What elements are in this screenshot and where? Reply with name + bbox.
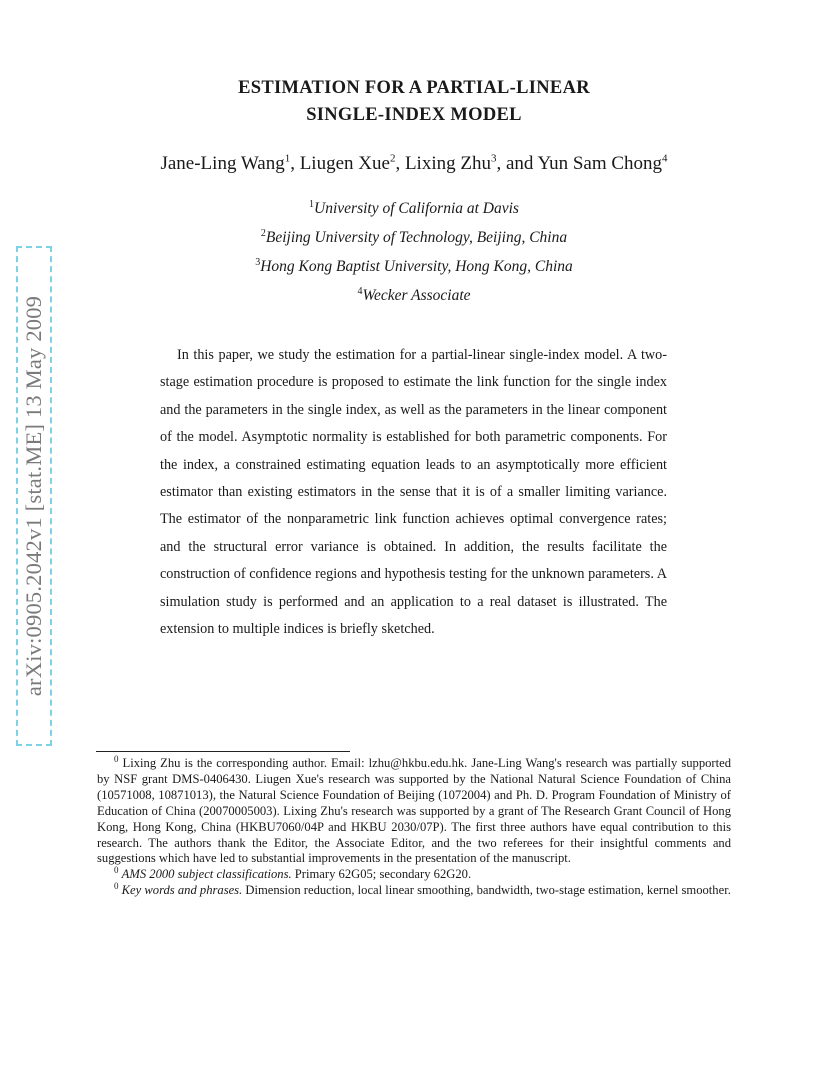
author-name: Jane-Ling Wang — [160, 153, 285, 174]
author-list — [0, 153, 828, 175]
author-name: Yun Sam Chong — [537, 153, 663, 174]
author-separator: , — [290, 153, 300, 174]
footnote-rule — [96, 751, 350, 752]
footnotes — [97, 753, 731, 899]
author-mark: 4 — [662, 152, 668, 165]
author-mark: 1 — [284, 152, 291, 165]
affiliation-text: Hong Kong Baptist University, Hong Kong, China — [260, 258, 573, 275]
author-separator: , and — [496, 153, 538, 174]
footnote-funding — [97, 753, 731, 867]
author-name: Liugen Xue — [299, 153, 390, 174]
author-separator: , — [395, 153, 405, 174]
affiliation-2 — [0, 229, 828, 247]
affiliation-3 — [0, 258, 828, 276]
affiliation-mark: 4 — [357, 285, 363, 297]
affiliation-mark: 2 — [260, 227, 266, 239]
affiliation-1 — [0, 200, 828, 218]
arxiv-identifier[interactable]: arXiv:0905.2042v1 [stat.ME] 13 May 2009 — [21, 295, 46, 697]
abstract-paragraph: In this paper, we study the estimation for a partial-linear single-index model. A two-stage estimation procedure is proposed to estimate the link function for the single index and the parameters in the single index, as well as the parameters in the linear component of the model. Asymptotic normality is established for both parametric components. For the index, a constrained estimating equation leads to an asymptotically more efficient estimator than existing estimators in the sense that it is of a smaller limiting variance. The estimator of the nonparametric link function achieves optimal convergence rates; and the structural error variance is obtained. In addition, the results facilitate the construction of confidence regions and hypothesis testing for the unknown parameters. A simulation study is performed and an application to a real dataset is illustrated. The extension to multiple indices is briefly sketched. — [160, 347, 667, 638]
title-line-1: ESTIMATION FOR A PARTIAL-LINEAR — [238, 78, 590, 98]
affiliation-text: University of California at Davis — [314, 200, 519, 217]
paper-title — [0, 75, 828, 129]
footnote-text: Lixing Zhu is the corresponding author. Email: lzhu@hkbu.edu.hk. Jane-Ling Wang's research was partially supported by NSF grant DMS-0406430. Liugen Xue's research was supported by the National Natural Science Foundation of China (10571008, 10871013), the Natural Science Foundation of Beijing (1072004) and Ph. D. Program Foundation of Ministry of Education of China (20070005003). Lixing Zhu's research was supported by a grant of The Research Grant Council of Hong Kong, Hong Kong, China (HKBU7060/04P and HKBU 2030/07P). The first three authors have equal contribution to this research. The authors thank the Editor, the Associate Editor, and the two referees for their insightful comments and suggestions which have led to substantial improvements in the presentation of the manuscript. — [97, 756, 731, 866]
footnote-label: Key words and phrases. — [121, 883, 243, 898]
affiliation-4 — [0, 287, 828, 305]
affiliation-mark: 1 — [309, 198, 315, 210]
affiliation-mark: 3 — [255, 256, 261, 268]
author-mark: 2 — [389, 152, 396, 165]
footnote-mark: 0 — [114, 881, 119, 892]
footnote-mark: 0 — [114, 753, 119, 764]
author-mark: 3 — [490, 152, 497, 165]
footnote-mark: 0 — [114, 865, 119, 876]
footnote-label: AMS 2000 subject classifications. — [121, 867, 292, 882]
affiliation-text: Wecker Associate — [362, 287, 471, 304]
footnote-classification — [97, 867, 731, 883]
footnote-text: Primary 62G05; secondary 62G20. — [291, 867, 472, 882]
author-name: Lixing Zhu — [404, 153, 491, 174]
affiliation-text: Beijing University of Technology, Beijing, China — [265, 229, 568, 246]
footnote-text: Dimension reduction, local linear smoothing, bandwidth, two-stage estimation, kernel smoother. — [242, 883, 731, 898]
footnote-keywords — [97, 883, 731, 899]
title-line-2: SINGLE-INDEX MODEL — [306, 105, 522, 125]
